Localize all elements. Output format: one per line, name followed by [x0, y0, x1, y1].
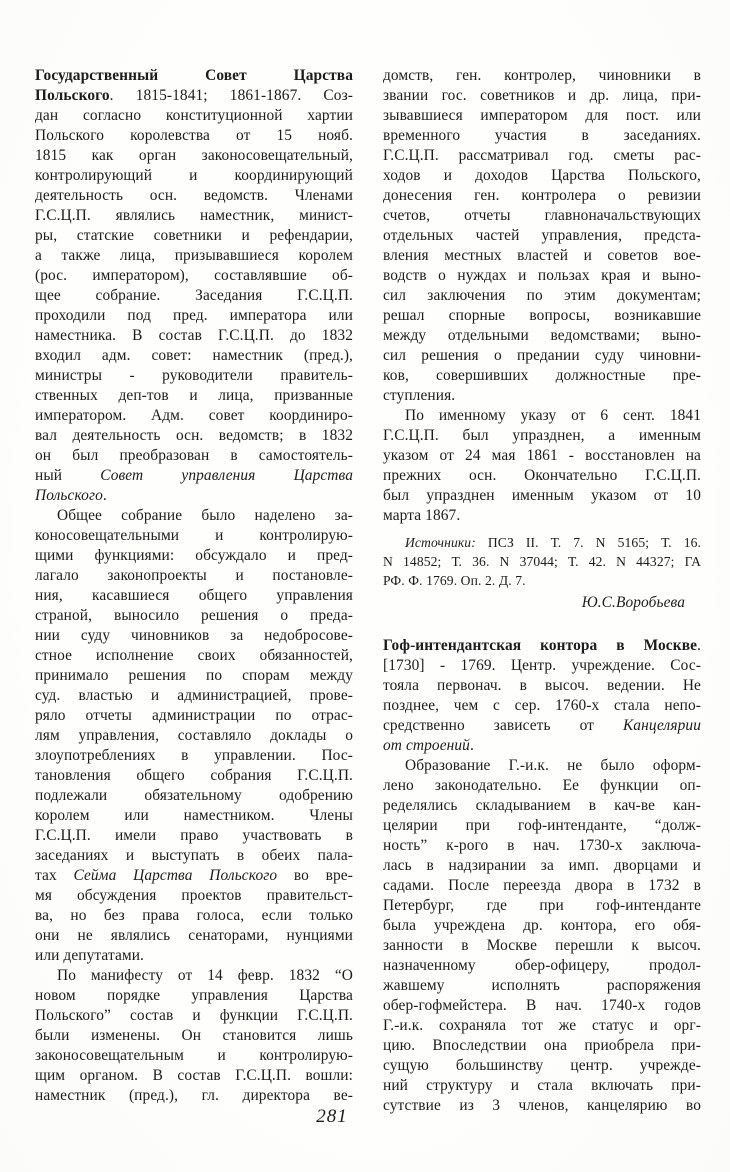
- text-run: ступления.: [383, 387, 456, 404]
- text-line: [383, 346, 701, 366]
- text-run: звании гос. советников и др. лица, при-: [383, 87, 701, 104]
- text-line: [383, 246, 701, 266]
- text-run: контролирующий и координирующий: [35, 167, 353, 184]
- text-line: [383, 446, 701, 466]
- text-line: [383, 126, 701, 146]
- text-line: [35, 406, 353, 426]
- text-run: марта 1867.: [383, 507, 461, 524]
- text-run: Г.-и.к. сохраняла тот же статус и орг-: [383, 1017, 701, 1034]
- text-run: Г.С.Ц.П. являлись наместник, минист-: [35, 207, 353, 224]
- text-line: [383, 426, 701, 446]
- text-run: ределялись складыванием в кач-ве кан-: [383, 797, 701, 814]
- text-run: .: [697, 637, 701, 654]
- text-line: [35, 586, 353, 606]
- text-line: [35, 966, 353, 986]
- text-run: домств, ген. контролер, чиновники в: [383, 67, 701, 84]
- text-line: [383, 696, 701, 716]
- text-line: [383, 736, 701, 756]
- right-column: [383, 66, 701, 1116]
- text-line: [35, 446, 353, 466]
- text-run: щее собрание. Заседания Г.С.Ц.П.: [35, 287, 353, 304]
- text-run: указом от 24 мая 1861 - восстановлен на: [383, 447, 701, 464]
- text-line: [35, 506, 353, 526]
- text-run: сутствие из 3 членов, канцелярию во: [383, 1097, 701, 1114]
- text-line: [383, 166, 701, 186]
- text-line: [383, 976, 701, 996]
- text-line: [383, 1036, 701, 1056]
- text-run: счетов, отчеты главноначальствующих: [383, 207, 701, 224]
- text-run: сущую большинству центр. учрежде-: [383, 1057, 701, 1074]
- text-run: между отдельными ведомствами; выно-: [383, 327, 701, 344]
- text-run: дан согласно конституционной хартии: [35, 107, 353, 124]
- text-run: тановления общего собрания Г.С.Ц.П.: [35, 767, 353, 784]
- text-run: Г.С.Ц.П. был упразднен, а именным: [383, 427, 701, 444]
- italic-text-run: Канцелярии: [622, 717, 701, 734]
- text-line: [35, 926, 353, 946]
- text-run: подлежали обязательному одобрению: [35, 787, 353, 804]
- text-run: наместник (пред.), гл. директора ве-: [35, 1087, 353, 1104]
- text-line: [383, 206, 701, 226]
- text-line: [383, 571, 701, 590]
- text-line: [35, 526, 353, 546]
- text-run: занности в Москве перешли к высоч.: [383, 937, 701, 954]
- text-run: Г.С.Ц.П. имели право участвовать в: [35, 827, 353, 844]
- text-run: отдельных частей управления, предста-: [383, 227, 701, 244]
- text-run: .: [469, 737, 474, 754]
- text-line: [383, 286, 701, 306]
- text-run: лено законодательно. Ее функции оп-: [383, 777, 701, 794]
- text-line: [35, 486, 353, 506]
- text-line: [35, 186, 353, 206]
- text-line: [35, 66, 353, 86]
- text-line: [35, 86, 353, 106]
- text-run: жавшему исполнять распоряжения: [383, 977, 701, 994]
- text-line: [35, 566, 353, 586]
- text-line: [383, 936, 701, 956]
- text-run: ков, совершивших должностные пре-: [383, 367, 701, 384]
- text-line: [383, 676, 701, 696]
- text-run: По именному указу от 6 сент. 1841: [405, 407, 701, 424]
- text-run: проходили под пред. императора или: [35, 307, 353, 324]
- text-run: садами. После переезда двора в 1732 в: [383, 877, 701, 894]
- text-line: [383, 486, 701, 506]
- text-run: Петербург, где при гоф-интенданте: [383, 897, 701, 914]
- text-line: [35, 286, 353, 306]
- text-run: ва, но без права голоса, если только: [35, 907, 353, 924]
- bold-text-run: Гоф-интендантская контора в Москве: [383, 637, 698, 654]
- italic-text-run: Польского: [35, 487, 103, 504]
- italic-text-run: Сейма Царства Польского: [73, 867, 278, 884]
- text-line: [383, 533, 701, 552]
- text-line: [35, 866, 353, 886]
- text-run: ственных деп-тов и лица, призванные: [35, 387, 353, 404]
- text-line: [383, 876, 701, 896]
- text-run: вал деятельность осн. ведомств; в 1832: [35, 427, 353, 444]
- text-run: ры, статские советники и рефендарии,: [35, 227, 353, 244]
- text-run: императором. Адм. совет координиро-: [35, 407, 353, 424]
- text-line: [35, 466, 353, 486]
- text-line: [383, 756, 701, 776]
- text-line: [35, 226, 353, 246]
- text-line: [383, 956, 701, 976]
- text-run: средственно зависеть от: [383, 717, 623, 734]
- text-run: суд. властью и администрацией, прове-: [35, 687, 353, 704]
- text-line: [383, 996, 701, 1016]
- text-line: [383, 856, 701, 876]
- text-run: они не являлись сенаторами, нунциями: [35, 927, 353, 944]
- text-line: [383, 66, 701, 86]
- text-run: нии суду чиновников за недобросове-: [35, 627, 353, 644]
- text-line: [35, 106, 353, 126]
- text-run: лась в надзирании за имп. дворцами и: [383, 857, 701, 874]
- text-line: [383, 716, 701, 736]
- text-run: новом порядке управления Царства: [35, 987, 353, 1004]
- text-run: он был преобразован в самостоятель-: [35, 447, 353, 464]
- italic-text-run: Источники:: [405, 535, 476, 550]
- text-run: сил решения о предании суду чиновни-: [383, 347, 701, 364]
- italic-text-run: от строений: [383, 737, 470, 754]
- text-run: была учреждена др. контора, его обя-: [383, 917, 701, 934]
- text-run: ходов и доходов Царства Польского,: [383, 167, 701, 184]
- text-run: сил заключения по этим документам;: [383, 287, 701, 304]
- text-line: [383, 146, 701, 166]
- text-line: [35, 1006, 353, 1026]
- text-run: тах: [35, 867, 74, 884]
- text-line: [383, 106, 701, 126]
- text-run: ПСЗ II. Т. 7. N 5165; Т. 16.: [475, 535, 701, 550]
- text-line: [35, 166, 353, 186]
- text-line: [383, 1096, 701, 1116]
- italic-text-run: Совет управления Царства: [100, 467, 353, 484]
- text-line: [35, 366, 353, 386]
- text-line: [383, 386, 701, 406]
- text-line: [35, 146, 353, 166]
- text-run: Польского королевства от 15 нояб.: [35, 127, 353, 144]
- text-run: Г.С.Ц.П. рассматривал год. сметы рас-: [383, 147, 701, 164]
- text-line: [35, 666, 353, 686]
- text-run: или депутатами.: [35, 947, 145, 964]
- text-run: прежних осн. Окончательно Г.С.Ц.П.: [383, 467, 701, 484]
- text-line: [35, 1046, 353, 1066]
- text-run: [1730] - 1769. Центр. учреждение. Сос-: [383, 657, 701, 674]
- text-run: временного участия в заседаниях.: [383, 127, 701, 144]
- text-line: [383, 656, 701, 676]
- text-line: [383, 776, 701, 796]
- text-run: (рос. императором), составлявшие об-: [35, 267, 353, 284]
- text-run: зывавшиеся императором для пост. или: [383, 107, 701, 124]
- text-line: [35, 686, 353, 706]
- text-run: Образование Г.-и.к. не было оформ-: [405, 757, 701, 774]
- text-run: королем или наместником. Члены: [35, 807, 353, 824]
- text-run: . 1815-1841; 1861-1867. Соз-: [109, 87, 353, 104]
- text-run: входил адм. совет: наместник (пред.),: [35, 347, 353, 364]
- text-run: щими функциями: обсуждало и пред-: [35, 547, 353, 564]
- text-run: страной, выносило решения о преда-: [35, 607, 353, 624]
- text-line: [35, 886, 353, 906]
- text-line: [383, 1076, 701, 1096]
- text-run: коносовещательными и контролирую-: [35, 527, 353, 544]
- text-run: законосовещательным и контролирую-: [35, 1047, 353, 1064]
- text-line: [383, 836, 701, 856]
- text-line: [35, 826, 353, 846]
- text-run: ряло отчеты администрации по отрас-: [35, 707, 353, 724]
- text-run: был упразднен именным указом от 10: [383, 487, 701, 504]
- text-run: решал спорные вопросы, возникавшие: [383, 307, 701, 324]
- text-run: а также лица, призывавшиеся королем: [35, 247, 353, 264]
- text-run: По манифесту от 14 февр. 1832 “О: [57, 967, 353, 984]
- text-line: [35, 346, 353, 366]
- text-run: водств о нуждах и пользах края и выно-: [383, 267, 701, 284]
- text-run: РФ. Ф. 1769. Оп. 2. Д. 7.: [383, 573, 526, 588]
- text-line: [383, 306, 701, 326]
- text-run: были изменены. Он становится лишь: [35, 1027, 353, 1044]
- text-run: обер-гофмейстера. В нач. 1740-х годов: [383, 997, 701, 1014]
- text-run: стное исполнение своих обязанностей,: [35, 647, 353, 664]
- text-run: .: [102, 487, 107, 504]
- text-run: заседаниях и выступать в обеих пала-: [35, 847, 353, 864]
- text-line: [35, 306, 353, 326]
- bold-text-run: Государственный Совет Царства: [35, 67, 353, 84]
- text-line: [383, 1016, 701, 1036]
- italic-text-run: Ю.С.Воробьева: [581, 594, 685, 611]
- text-line: [383, 593, 701, 613]
- text-line: [35, 846, 353, 866]
- text-line: [35, 126, 353, 146]
- text-line: [383, 796, 701, 816]
- text-run: ный: [35, 467, 101, 484]
- text-run: ний структуру и стала включать при-: [383, 1077, 701, 1094]
- text-line: [383, 816, 701, 836]
- text-line: [35, 766, 353, 786]
- text-run: назначенному обер-офицеру, продол-: [383, 957, 701, 974]
- text-run: лям управления, составляло доклады о: [35, 727, 353, 744]
- text-run: вления местных властей и советов вое-: [383, 247, 701, 264]
- text-line: [383, 636, 701, 656]
- text-line: [35, 326, 353, 346]
- left-column: [35, 66, 353, 1106]
- text-run: щим органом. В состав Г.С.Ц.П. вошли:: [35, 1067, 353, 1084]
- text-run: ния, касавшиеся общего управления: [35, 587, 353, 604]
- text-run: Общее собрание было наделено за-: [57, 507, 353, 524]
- text-run: лагало законопроекты и постановле-: [35, 567, 353, 584]
- text-line: [35, 986, 353, 1006]
- text-run: 1815 как орган законосовещательный,: [35, 147, 353, 164]
- text-run: позднее, чем с сер. 1760-х стала непо-: [383, 697, 701, 714]
- text-line: [35, 246, 353, 266]
- text-line: [383, 552, 701, 571]
- text-line: [35, 266, 353, 286]
- text-line: [35, 1066, 353, 1086]
- text-run: N 14852; Т. 36. N 37044; Т. 42. N 44327; ГА: [383, 554, 701, 569]
- text-run: мя обсуждения проектов правительст-: [35, 887, 353, 904]
- text-run: наместника. В состав Г.С.Ц.П. до 1832: [35, 327, 353, 344]
- text-run: во вре-: [277, 867, 353, 884]
- text-line: [383, 86, 701, 106]
- text-run: цию. Впоследствии она приобрела при-: [383, 1037, 701, 1054]
- text-line: [383, 506, 701, 526]
- text-line: [35, 546, 353, 566]
- text-line: [383, 466, 701, 486]
- text-line: [383, 1056, 701, 1076]
- text-line: [35, 386, 353, 406]
- text-run: злоупотреблениях в управлении. Пос-: [35, 747, 353, 764]
- text-run: целярии при гоф-интенданте, “долж-: [383, 817, 701, 834]
- text-line: [383, 326, 701, 346]
- text-line: [383, 406, 701, 426]
- text-line: [35, 626, 353, 646]
- text-line: [35, 1026, 353, 1046]
- text-line: [35, 426, 353, 446]
- text-line: [35, 1086, 353, 1106]
- text-line: [35, 726, 353, 746]
- text-line: [35, 646, 353, 666]
- text-line: [35, 706, 353, 726]
- text-run: деятельность осн. ведомств. Членами: [35, 187, 353, 204]
- text-line: [383, 266, 701, 286]
- text-run: принимало решения по спорам между: [35, 667, 353, 684]
- text-line: [35, 606, 353, 626]
- text-line: [383, 366, 701, 386]
- text-run: ность” к-рого в нач. 1730-х заключа-: [383, 837, 701, 854]
- text-run: Польского” состав и функции Г.С.Ц.П.: [35, 1007, 353, 1024]
- text-line: [383, 226, 701, 246]
- text-line: [35, 946, 353, 966]
- text-line: [383, 186, 701, 206]
- text-line: [383, 916, 701, 936]
- text-line: [383, 896, 701, 916]
- text-line: [35, 206, 353, 226]
- text-line: [35, 906, 353, 926]
- page-number: 281: [316, 1106, 348, 1127]
- text-line: [35, 806, 353, 826]
- text-run: министры - руководители правитель-: [35, 367, 353, 384]
- text-line: [35, 786, 353, 806]
- bold-text-run: Польского: [35, 87, 110, 104]
- text-line: [35, 746, 353, 766]
- text-run: донесения ген. контролера о ревизии: [383, 187, 701, 204]
- text-run: тояла первонач. в высоч. ведении. Не: [383, 677, 701, 694]
